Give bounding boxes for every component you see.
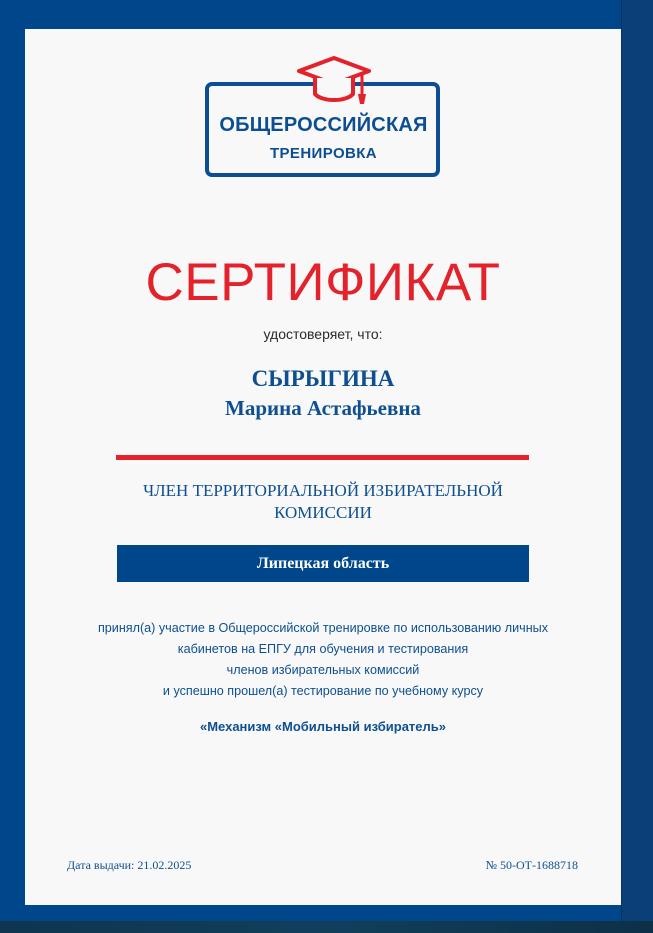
certificate-subtitle: удостоверяет, что:	[263, 326, 383, 342]
certificate-number: № 50-ОТ-1688718	[485, 858, 578, 872]
region-banner	[117, 545, 529, 582]
course-title: «Механизм «Мобильный избиратель»	[199, 719, 447, 734]
body-line-3: членов избирательных комиссий	[226, 663, 420, 677]
logo	[203, 53, 444, 183]
frame-bottom-strip	[0, 921, 653, 933]
graduation-cap-icon	[297, 56, 371, 108]
recipient-position	[101, 480, 545, 524]
frame-right-edge	[622, 0, 653, 933]
red-divider	[116, 455, 529, 460]
position-line-1: ЧЛЕН ТЕРРИТОРИАЛЬНОЙ ИЗБИРАТЕЛЬНОЙ	[143, 481, 503, 500]
logo-subtitle: ТРЕНИРОВКА	[269, 145, 378, 162]
body-line-2: кабинетов на ЕПГУ для обучения и тестирования	[177, 642, 469, 656]
logo-title: ОБЩЕРОССИЙСКАЯ	[219, 114, 428, 136]
body-line-4: и успешно прошел(а) тестирование по учебному курсу	[162, 684, 484, 698]
body-line-1: принял(а) участие в Общероссийской тренировке по использованию личных	[97, 621, 549, 635]
certificate-title: СЕРТИФИКАТ	[145, 253, 501, 312]
recipient-surname: СЫРЫГИНА	[251, 366, 395, 391]
certificate-paper	[25, 29, 621, 905]
recipient-name: Марина Астафьевна	[225, 396, 421, 420]
region-label: Липецкая область	[256, 554, 390, 572]
position-line-2: КОМИССИИ	[274, 503, 372, 522]
certificate-body-text	[65, 618, 581, 702]
issue-date: Дата выдачи: 21.02.2025	[67, 858, 192, 872]
